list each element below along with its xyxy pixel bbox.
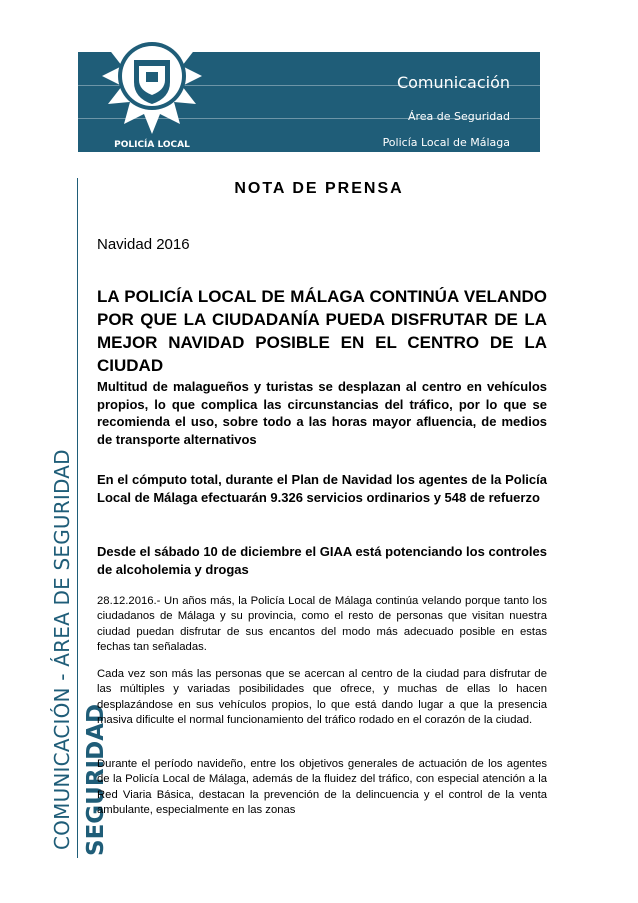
headline: LA POLICÍA LOCAL DE MÁLAGA CONTINÚA VELANDO POR QUE LA CIUDADANÍA PUEDA DISFRUTAR DE LA MEJOR NAVIDAD POSIBLE EN EL CENTRO DE LA CIUDAD <box>97 287 547 375</box>
body-paragraph: 28.12.2016.- Un años más, la Policía Local de Málaga continúa velando porque tanto los ciudadanos de Málaga y su provincia, como el resto de personas que visitan nuestra ciudad puedan disfrutar de sus encantos del modo más adecuado posible en estas fechas tan señaladas. <box>97 595 547 653</box>
badge-icon <box>92 14 212 156</box>
header-title: Comunicación <box>396 73 510 92</box>
header-unit: Policía Local de Málaga <box>382 136 510 149</box>
header-area: Área de Seguridad <box>407 110 510 123</box>
subheading: En el cómputo total, durante el Plan de Navidad los agentes de la Policía Local de Málaga efectuarán 9.326 servicios ordinarios y 548 de refuerzo <box>97 472 547 505</box>
sidebar-vertical-label: COMUNICACIÓN - ÁREA DE SEGURIDAD <box>50 449 74 850</box>
date-line: Navidad 2016 <box>97 236 190 253</box>
sidebar-rule <box>77 178 78 858</box>
press-release-title: NOTA DE PRENSA <box>234 180 404 197</box>
sidebar-vertical-label-2: SEGURIDAD <box>83 703 109 856</box>
svg-text:POLICÍA LOCAL: POLICÍA LOCAL <box>114 140 190 150</box>
police-badge-logo <box>92 14 212 156</box>
body-paragraph: Durante el período navideño, entre los objetivos generales de actuación de los agentes de la Policía Local de Málaga, además de la fluidez del tráfico, con especial atención a la Red Viaria Básica, destacan la prevención de la delincuencia y el control de la venta ambulante, especialmente en las zonas <box>97 758 547 816</box>
body-paragraph: Cada vez son más las personas que se acercan al centro de la ciudad para disfrutar de las múltiples y variadas posibilidades que ofrece, y muchas de ellas lo hacen desplazándose en sus vehículos propios, lo que está dando lugar a que la presencia masiva dificulte el normal funcionamiento del tráfico rodado en el corazón de la ciudad. <box>97 668 547 726</box>
subheading: Desde el sábado 10 de diciembre el GIAA está potenciando los controles de alcoholemia y drogas <box>97 544 547 577</box>
subheading: Multitud de malagueños y turistas se desplazan al centro en vehículos propios, lo que complica las circunstancias del tráfico, por lo que se recomienda el uso, sobre todo a las horas mayor afluencia, de medios de transporte alternativos <box>97 379 547 447</box>
